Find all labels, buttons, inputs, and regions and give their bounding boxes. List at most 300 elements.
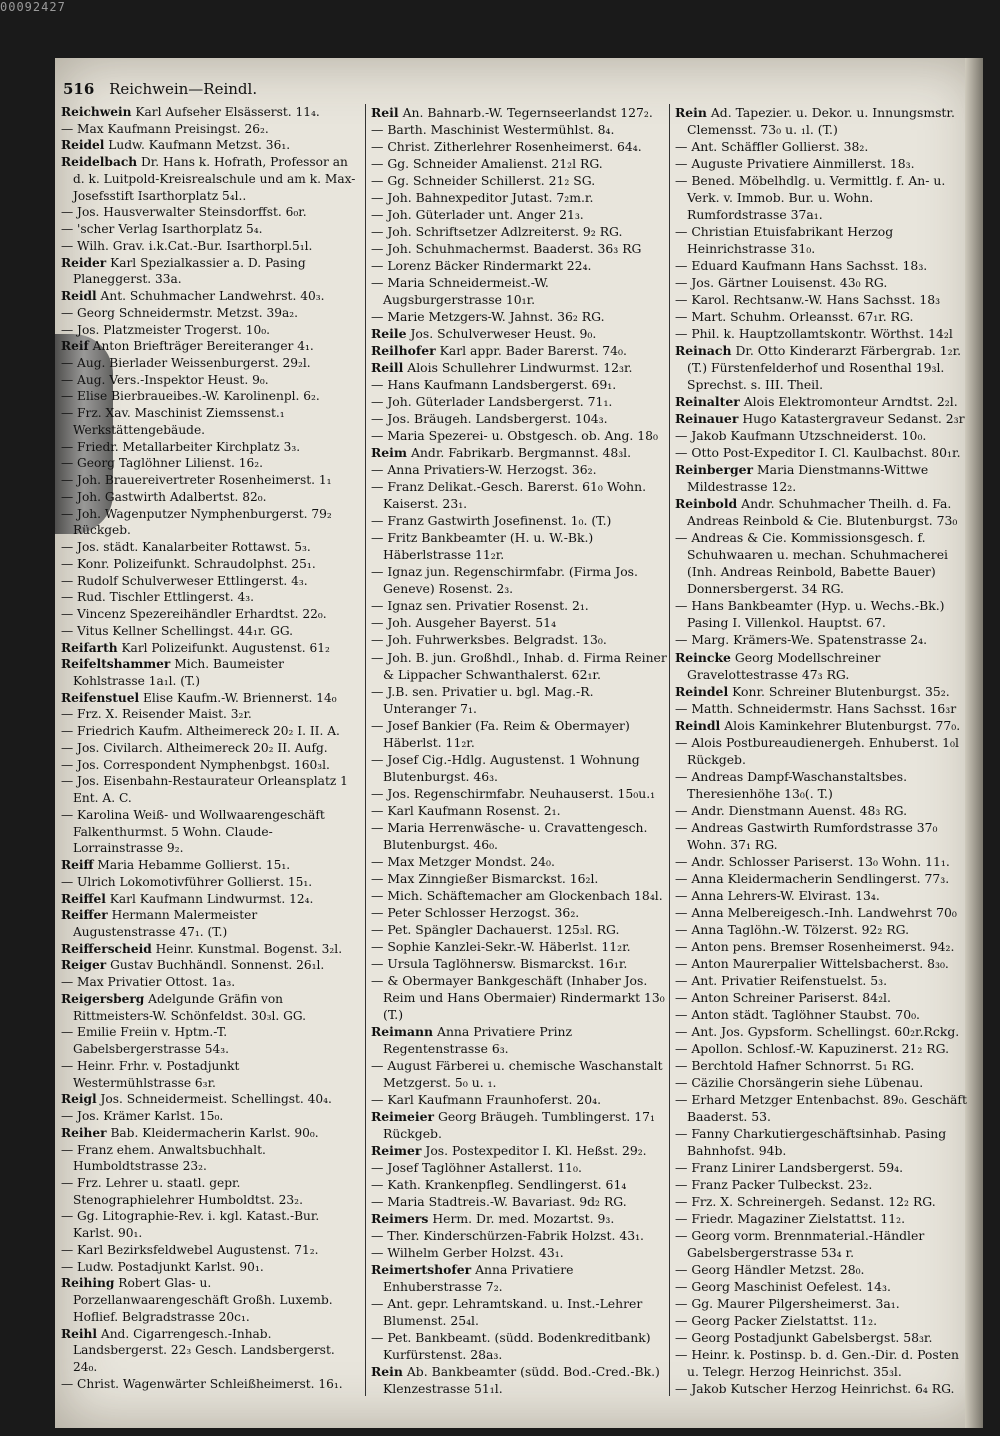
entry-text: — Christ. Zitherlehrer Rosenheimerst. 64₄. [371,139,642,155]
directory-entry [675,393,971,410]
directory-entry [371,1193,667,1210]
directory-entry [675,410,971,427]
directory-entry [371,461,667,478]
directory-entry [675,1227,971,1261]
entry-text: — Jos. Correspondent Nymphenbgst. 160₃l. [61,757,330,772]
entry-surname: Reinalter [675,394,740,410]
entry-text: — Josef Cig.-Hdlg. Augustenst. 1 Wohnung Blutenburgst. 46₃. [371,751,640,784]
directory-entry [675,308,971,325]
directory-entry [675,700,971,717]
entry-text: — Hans Kaufmann Landsbergerst. 69₁. [371,377,617,393]
directory-entry [371,206,667,223]
directory-entry [61,506,357,539]
directory-entry [675,257,971,274]
entry-text: — Ant. Privatier Reifenstuelst. 5₃. [675,972,888,988]
directory-entry [675,1295,971,1312]
entry-text: — Maria Spezerei- u. Obstgesch. ob. Ang. 18₀ [371,428,659,444]
directory-entry [371,683,667,717]
entry-text: Mich. Baumeister Kohlstrasse 1a₁l. (T.) [73,657,284,688]
directory-entry [675,1159,971,1176]
entry-text: — Joh. Brauereivertreter Rosenheimerst. 1₁ [61,473,332,488]
directory-entry [371,921,667,938]
entry-surname: Rein [371,1364,403,1380]
entry-surname: Reimers [371,1211,429,1227]
entry-text: — Anna Lehrers-W. Elvirast. 13₄. [675,887,880,903]
entry-text: — Georg Packer Zielstattst. 11₂. [675,1313,878,1329]
directory-entry [61,874,357,891]
directory-entry [61,623,357,640]
entry-surname: Reider [61,255,107,270]
entry-text: — Emilie Freiin v. Hptm.-T. Gabelsbergerstrasse 54₃. [61,1025,229,1057]
entry-text: — Heinr. k. Postinsp. b. d. Gen.-Dir. d. Posten u. Telegr. Herzog Heinrichst. 35₃l. [675,1347,960,1380]
directory-entry [61,1208,357,1241]
entry-text: — Gg. Schneider Amalienst. 21₂l RG. [371,156,603,172]
directory-entry [371,444,667,461]
directory-entry [675,1210,971,1227]
entry-text: — Karl Bezirksfeldwebel Augustenst. 71₂. [61,1242,319,1257]
directory-entry [61,204,357,221]
entry-text: — Frz. X. Reisender Maist. 3₂r. [61,707,252,722]
directory-entry [61,740,357,757]
directory-entry [371,1159,667,1176]
directory-entry [371,1363,667,1397]
directory-entry [371,887,667,904]
entry-text: — Ludw. Postadjunkt Karlst. 90₁. [61,1259,264,1274]
directory-entry [371,802,667,819]
entry-surname: Reidl [61,289,97,304]
directory-entry [61,1326,357,1376]
directory-entry [61,322,357,339]
entry-text: Elise Kaufm.-W. Briennerst. 14₀ [142,690,337,705]
entry-text: — Vincenz Spezereihändler Erhardtst. 22₀. [61,607,327,622]
entry-text: Dr. Hans k. Hofrath, Professor an d. k. Luitpold-Kreisrealschule und am k. Max-Josefsstift Isarthorplatz 5₄l.. [73,155,356,203]
directory-entry [371,172,667,189]
entry-text: — Otto Post-Expeditor I. Cl. Kaulbachst. 80₁r. [675,445,961,461]
directory-entry [61,455,357,472]
entry-text: — Erhard Metzger Entenbachst. 89₀. Geschäft Baaderst. 53. [675,1091,967,1124]
directory-entry [371,717,667,751]
directory-entry [371,904,667,921]
entry-text: — Frz. Xav. Maschinist Ziemssenst.₁ Werkstättengebäude. [61,406,285,437]
entry-surname: Reimeier [371,1108,434,1124]
entry-text: Maria Dienstmanns-Wittwe Mildestrasse 12₂. [687,462,929,495]
directory-entry [61,137,357,154]
entry-text: Alois Schullehrer Lindwurmst. 12₃r. [407,360,633,376]
entry-text: — Rud. Tischler Ettlingerst. 4₃. [61,590,254,605]
entry-text: — Max Zinngießer Bismarckst. 16₂l. [371,870,599,886]
directory-entry [61,539,357,556]
entry-text: — Joh. Gastwirth Adalbertst. 82₀. [61,489,267,504]
directory-entry [675,631,971,648]
directory-entry [371,853,667,870]
directory-entry [371,1295,667,1329]
entry-text: — Maria Herrenwäsche- u. Cravattengesch. Blutenburgst. 46₀. [371,819,648,852]
entry-text: — Mart. Schuhm. Orleansst. 67₁r. RG. [675,309,914,325]
directory-entry [61,723,357,740]
entry-text: — Berchtold Hafner Schnorrst. 5₁ RG. [675,1057,915,1073]
directory-entry [371,529,667,563]
entry-text: Anna Privatiere Prinz Regentenstrasse 6₃. [383,1023,573,1056]
directory-entry [371,1227,667,1244]
entry-text: Ludw. Kaufmann Metzst. 36₁. [108,138,291,153]
directory-entry [675,529,971,597]
entry-text: — Christian Etuisfabrikant Herzog Heinrichstrasse 31₀. [675,224,894,257]
column-1 [61,104,357,1393]
directory-entry [371,121,667,138]
entry-text: — Jakob Kutscher Herzog Heinrichst. 6₄ RG. [675,1381,955,1397]
entry-text: Maria Hebamme Gollierst. 15₁. [97,858,291,873]
directory-entry [371,393,667,410]
directory-entry [675,989,971,1006]
entry-text: — Jos. Eisenbahn-Restaurateur Orleansplatz 1 Ent. A. C. [61,774,348,806]
directory-entry [675,1057,971,1074]
directory-entry [371,359,667,376]
entry-text: — Anna Melbereigesch.-Inh. Landwehrst 70₀ [675,904,957,920]
entry-text: — Pet. Spängler Dachauerst. 125₃l. RG. [371,921,620,937]
directory-entry [371,938,667,955]
entry-surname: Reindel [675,683,729,699]
entry-text: — Konr. Polizeifunkt. Schraudolphst. 25₁. [61,556,316,571]
entry-text: — Anna Privatiers-W. Herzogst. 36₂. [371,462,597,478]
directory-entry [61,656,357,689]
entry-text: — Anton städt. Taglöhner Staubst. 70₀. [675,1006,920,1022]
entry-text: — Jos. Civilarch. Altheimereck 20₂ II. Aufg. [61,740,328,755]
directory-entry [675,1193,971,1210]
entry-surname: Reincke [675,649,731,665]
directory-entry [675,1278,971,1295]
directory-page [55,58,983,1428]
directory-entry [371,1261,667,1295]
entry-text: Karl Aufseher Elsässerst. 11₄. [135,105,320,119]
entry-surname: Reigersberg [61,991,145,1006]
directory-entry [61,640,357,657]
entry-text: — Joh. Güterlader Landsbergerst. 71₁. [371,394,613,410]
directory-entry [371,955,667,972]
directory-entry [61,1242,357,1259]
entry-text: Karl Polizeifunkt. Augustenst. 61₂ [121,640,330,655]
entry-text: — Georg Maschinist Oefelest. 14₃. [675,1279,891,1295]
entry-text: — Christ. Wagenwärter Schleißheimerst. 16₁. [61,1376,343,1391]
entry-surname: Reinauer [675,411,739,427]
directory-entry [371,1244,667,1261]
directory-entry [675,1346,971,1380]
entry-surname: Reihing [61,1276,115,1291]
directory-entry [675,325,971,342]
directory-entry [675,495,971,529]
entry-text: — Anton Schreiner Pariserst. 84₂l. [675,989,891,1005]
entry-text: — Bened. Möbelhdlg. u. Vermittlg. f. An- u. Verk. v. Immob. Bur. u. Wohn. Rumfordstrasse 37a₁. [675,173,946,223]
entry-text: — Ant. Schäffler Gollierst. 38₂. [675,139,869,155]
directory-entry [61,472,357,489]
entry-text: — Karolina Weiß- und Wollwaarengeschäft Falkenthurmst. 5 Wohn. Claude-Lorrainstrasse 9₂. [61,807,325,856]
directory-entry [675,444,971,461]
entry-text: — Marie Metzgers-W. Jahnst. 36₂ RG. [371,309,605,325]
entry-text: Jos. Schulverweser Heust. 9₀. [410,326,597,342]
entry-text: — Frz. Lehrer u. staatl. gepr. Stenographielehrer Humboldtst. 23₂. [61,1176,303,1207]
entry-text: — Jos. Gärtner Louisenst. 43₀ RG. [675,275,888,291]
entry-text: — & Obermayer Bankgeschäft (Inhaber Jos. Reim und Hans Obermaier) Rindermarkt 13₀ (T.) [371,972,665,1022]
entry-text: — Hans Bankbeamter (Hyp. u. Wechs.-Bk.) Pasing I. Villenkol. Hauptst. 67. [675,598,945,631]
directory-entry [371,597,667,614]
entry-surname: Reimann [371,1023,434,1039]
entry-text: Ab. Bankbeamter (südd. Bod.-Cred.-Bk.) Klenzestrasse 51₁l. [383,1364,660,1397]
directory-entry [675,717,971,734]
entry-text: — Andr. Dienstmann Auenst. 48₃ RG. [675,802,908,818]
entry-text: — Josef Taglöhner Astallerst. 11₀. [371,1159,582,1175]
directory-entry [371,563,667,597]
entry-text: — Vitus Kellner Schellingst. 44₁r. GG. [61,623,293,638]
directory-entry [61,1125,357,1142]
entry-surname: Reindl [675,717,721,733]
entry-text: — Franz ehem. Anwaltsbuchhalt. Humboldtstrasse 23₂. [61,1142,266,1174]
entry-text: Konr. Schreiner Blutenburgst. 35₂. [732,683,950,699]
entry-surname: Reif [61,339,89,354]
entry-text: Georg Bräugeh. Tumblingerst. 17₁ Rückgeb. [383,1108,655,1141]
entry-text: — Peter Schlosser Herzogst. 36₂. [371,904,580,920]
directory-entry [371,427,667,444]
entry-text: — Barth. Maschinist Westermühlst. 8₄. [371,122,615,138]
entry-surname: Reifeltshammer [61,657,171,672]
directory-entry [61,690,357,707]
directory-entry [675,972,971,989]
directory-entry [61,589,357,606]
entry-text: Ad. Tapezier. u. Dekor. u. Innungsmstr. Clemensst. 73₀ u. ₁l. (T.) [687,105,955,138]
entry-surname: Reill [371,360,404,376]
directory-entry [371,240,667,257]
entry-text: — Ursula Taglöhnersw. Bismarckst. 16₁r. [371,955,628,971]
directory-entry [371,104,667,121]
directory-entry [371,972,667,1023]
entry-text: — J.B. sen. Privatier u. bgl. Mag.-R. Unteranger 7₁. [371,683,594,716]
directory-entry [61,305,357,322]
entry-text: Karl appr. Bader Barerst. 74₀. [439,343,627,359]
entry-text: — Aug. Bierlader Weissenburgerst. 29₂l. [61,356,311,371]
entry-text: Georg Modellschreiner Gravelottestrasse 47₃ RG. [687,649,881,682]
directory-entry [675,802,971,819]
directory-entry [371,1091,667,1108]
entry-text: Andr. Schuhmacher Theilh. d. Fa. Andreas Reinbold & Cie. Blutenburgst. 73₀ [687,496,958,529]
entry-text: — Anna Kleidermacherin Sendlingerst. 77₃. [675,870,950,886]
directory-entry [61,773,357,806]
entry-text: — Friedr. Metallarbeiter Kirchplatz 3₃. [61,439,301,454]
directory-entry [61,121,357,138]
directory-entry [61,857,357,874]
directory-entry [371,478,667,512]
directory-entry [675,342,971,393]
directory-entry [61,1142,357,1175]
directory-entry [675,138,971,155]
entry-text: — Ignaz jun. Regenschirmfabr. (Firma Jos. Geneve) Rosenst. 2₃. [371,564,638,597]
directory-entry [61,1275,357,1325]
entry-text: Alois Kaminkehrer Blutenburgst. 77₀. [724,717,961,733]
directory-entry [675,427,971,444]
directory-entry [371,138,667,155]
running-head [63,80,257,98]
entry-text: Heinr. Kunstmal. Bogenst. 3₂l. [155,941,343,956]
entry-surname: Reichwein [61,105,132,119]
directory-entry [61,1024,357,1057]
entry-surname: Reifarth [61,640,118,655]
directory-entry [61,1058,357,1091]
entry-surname: Reilhofer [371,343,436,359]
directory-entry [675,887,971,904]
entry-text: — Phil. k. Hauptzollamtskontr. Wörthst. 14₂l [675,326,953,342]
entry-text: — Marg. Krämers-We. Spatenstrasse 2₄. [675,632,928,648]
entry-text: — Andreas Dampf-Waschanstaltsbes. Theresienhöhe 13₀(. T.) [675,768,908,801]
entry-text: Ant. Schuhmacher Landwehrst. 40₃. [100,289,325,304]
directory-entry [371,512,667,529]
entry-text: — Eduard Kaufmann Hans Sachsst. 18₃. [675,258,928,274]
directory-entry [371,1176,667,1193]
directory-entry [371,1329,667,1363]
entry-text: — Gg. Maurer Pilgersheimerst. 3a₁. [675,1296,900,1312]
entry-text: — Aug. Vers.-Inspektor Heust. 9₀. [61,372,269,387]
directory-entry [675,1261,971,1278]
directory-entry [675,1176,971,1193]
directory-entry [61,891,357,908]
directory-entry [675,870,971,887]
directory-entry [675,223,971,257]
directory-entry [675,955,971,972]
directory-entry [371,1023,667,1057]
entry-text: — Joh. Wagenputzer Nymphenburgerst. 79₂ Rückgeb. [61,506,332,538]
column-3 [675,104,971,1397]
directory-entry [675,155,971,172]
directory-entry [61,706,357,723]
directory-entry [675,921,971,938]
directory-entry [61,991,357,1024]
column-2 [371,104,667,1397]
directory-entry [371,785,667,802]
entry-text: An. Bahnarb.-W. Tegernseerlandst 127₂. [402,105,653,120]
directory-entry [61,974,357,991]
entry-text: Karl Kaufmann Lindwurmst. 12₄. [109,891,314,906]
directory-entry [675,1312,971,1329]
entry-text: — Rudolf Schulverweser Ettlingerst. 4₃. [61,573,308,588]
directory-entry [675,904,971,921]
directory-entry [61,355,357,372]
entry-text: — Maria Stadtreis.-W. Bavariast. 9d₂ RG. [371,1194,627,1209]
directory-entry [675,1074,971,1091]
directory-entry [371,223,667,240]
directory-entry [675,172,971,223]
directory-entry [371,410,667,427]
entry-text: — Jos. Regenschirmfabr. Neuhauserst. 15₀u.₁ [371,785,656,801]
column-rule [365,104,366,1396]
directory-entry [371,342,667,359]
entry-text: — Anton pens. Bremser Rosenheimerst. 94₂. [675,938,955,954]
entry-text: — Heinr. Frhr. v. Postadjunkt Westermühlstrasse 6₃r. [61,1058,240,1090]
entry-text: — Georg Postadjunkt Gabelsbergst. 58₃r. [675,1330,933,1346]
entry-text: — Franz Delikat.-Gesch. Barerst. 61₀ Wohn. Kaiserst. 23₁. [371,479,647,512]
directory-entry [61,338,357,355]
entry-surname: Reihl [61,1326,98,1341]
entry-text: — Sophie Kanzlei-Sekr.-W. Häberlst. 11₂r. [371,938,631,954]
entry-surname: Reiff [61,858,94,873]
directory-entry [371,189,667,206]
entry-text: — Georg Händler Metzst. 28₀. [675,1262,865,1278]
directory-entry [371,751,667,785]
entry-text: Herm. Dr. med. Mozartst. 9₃. [432,1211,615,1227]
directory-entry [371,649,667,683]
entry-text: — Jos. städt. Kanalarbeiter Rottawst. 5₃. [61,540,311,555]
entry-text: — Karl Kaufmann Fraunhoferst. 20₄. [371,1091,602,1107]
entry-surname: Reinbold [675,496,738,512]
directory-entry [61,907,357,940]
entry-text: — Frz. X. Schreinergeh. Sedanst. 12₂ RG. [675,1194,936,1209]
page-number: 516 [63,80,95,98]
entry-text: — Anna Taglöhn.-W. Tölzerst. 92₂ RG. [675,921,910,937]
directory-entry [371,819,667,853]
entry-text: — Cäzilie Chorsängerin siehe Lübenau. [675,1074,924,1090]
entry-text: Hermann Malermeister Augustenstrasse 47₁. (T.) [73,908,258,939]
entry-text: — Joh. Schuhmachermst. Baaderst. 36₃ RG [371,241,642,257]
directory-entry [61,439,357,456]
entry-text: — Gg. Schneider Schillerst. 21₂ SG. [371,173,596,189]
entry-text: — Jakob Kaufmann Utzschneiderst. 10₀. [675,428,927,444]
entry-text: — Jos. Hausverwalter Steinsdorffst. 6₀r. [61,205,307,220]
directory-entry [61,1091,357,1108]
entry-text: — Gg. Litographie-Rev. i. kgl. Katast.-Bur. Karlst. 90₁. [61,1209,320,1241]
directory-entry [61,556,357,573]
directory-entry [675,274,971,291]
entry-text: — Ignaz sen. Privatier Rosenst. 2₁. [371,598,589,614]
directory-entry [675,1023,971,1040]
entry-text: — Jos. Bräugeh. Landsbergerst. 104₃. [371,411,608,427]
entry-surname: Reinach [675,343,732,359]
entry-surname: Rein [675,105,707,120]
directory-entry [61,957,357,974]
entry-surname: Reim [371,445,407,461]
entry-text: — Ant. gepr. Lehramtskand. u. Inst.-Lehrer Blumenst. 25₄l. [371,1296,643,1329]
entry-text: — Ant. Jos. Gypsform. Schellingst. 60₂r.Rckg. [675,1023,960,1039]
entry-surname: Reifferscheid [61,941,152,956]
entry-surname: Reil [371,105,399,120]
directory-entry [675,1040,971,1057]
entry-text: — Andreas & Cie. Kommissionsgesch. f. Schuhwaaren u. mechan. Schuhmacherei (Inh. Andreas Reinbold, Babette Bauer) Donnersbergerst. 34 RG. [675,530,949,597]
entry-text: — Karol. Rechtsanw.-W. Hans Sachsst. 18₃ [675,292,941,308]
directory-entry [371,1057,667,1091]
entry-surname: Reimer [371,1142,422,1158]
entry-text: — Auguste Privatiere Ainmillerst. 18₃. [675,156,915,172]
entry-text: And. Cigarrengesch.-Inhab. Landsbergerst. 22₃ Gesch. Landsbergerst. 24₀. [73,1326,335,1375]
entry-text: Andr. Fabrikarb. Bergmannst. 48₃l. [410,445,632,461]
entry-text: Adelgunde Gräfin von Rittmeisters-W. Schönfeldst. 30₃l. GG. [73,991,307,1023]
directory-entry [675,1329,971,1346]
entry-text: — Joh. Güterlader unt. Anger 21₃. [371,207,584,223]
directory-entry [61,372,357,389]
entry-text: — Kath. Krankenpfleg. Sendlingerst. 61₄ [371,1176,627,1192]
directory-entry [371,1142,667,1159]
directory-entry [61,1108,357,1125]
entry-text: — Joh. Ausgeher Bayerst. 51₄ [371,615,557,631]
entry-surname: Reiger [61,958,107,973]
entry-text: — Max Privatier Ottost. 1a₃. [61,975,236,990]
directory-entry [61,573,357,590]
directory-entry [61,154,357,204]
directory-entry [371,376,667,393]
entry-text: — Ther. Kinderschürzen-Fabrik Holzst. 43₁. [371,1228,644,1244]
directory-entry [675,683,971,700]
entry-text: Karl Spezialkassier a. D. Pasing Planeggerst. 33a. [73,255,306,287]
directory-entry [675,938,971,955]
directory-entry [371,1210,667,1227]
entry-surname: Reiffel [61,891,106,906]
directory-entry [675,1380,971,1397]
entry-text: — Josef Bankier (Fa. Reim & Obermayer) Häberlst. 11₂r. [371,717,630,750]
entry-text: — Apollon. Schlosf.-W. Kapuzinerst. 21₂ RG. [675,1040,950,1056]
entry-text: — Anton Maurerpalier Wittelsbacherst. 8₃₀. [675,955,949,971]
